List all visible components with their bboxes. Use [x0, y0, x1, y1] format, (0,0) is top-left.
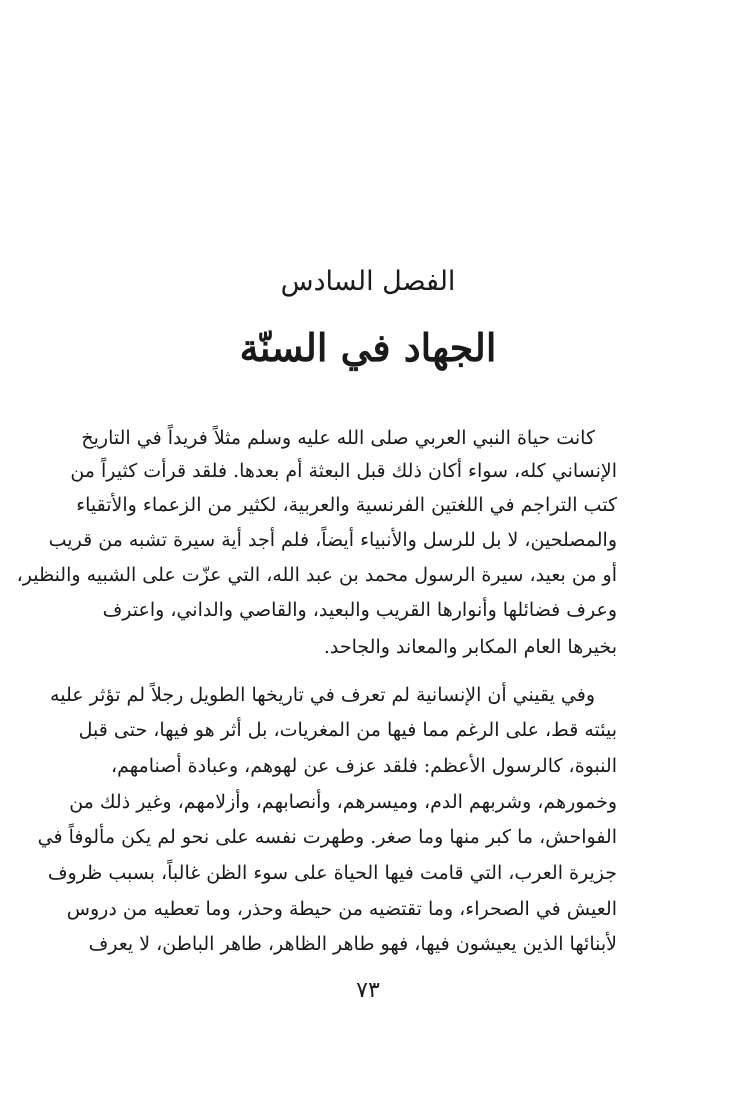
text-line: جزيرة العرب، التي قامت فيها الحياة على سوء الظن غالباً، بسبب ظروف — [47, 862, 617, 884]
chapter-label: الفصل السادس — [280, 266, 456, 297]
text-line: الفواحش، ما كبر منها وما صغر. وطهرت نفسه على نحو لم يكن مألوفاً في — [37, 826, 617, 848]
text-line: والمصلحين، لا بل للرسل والأنبياء أيضاً، فلم أجد أية سيرة تشبه من قريب — [48, 529, 617, 551]
text-line: كانت حياة النبي العربي صلى الله عليه وسلم مثلاً فريداً في التاريخ — [81, 427, 595, 449]
text-line: وخمورهم، وشربهم الدم، وميسرهم، وأنصابهم، وأزلامهم، وغير ذلك من — [69, 791, 617, 813]
text-line: العيش في الصحراء، وما تقتضيه من حيطة وحذر، وما تعطيه من دروس — [66, 898, 617, 920]
text-line: بيئته قط، على الرغم مما فيها من المغريات، بل أثر هو فيها، حتى قبل — [78, 719, 617, 741]
chapter-title: الجهاد في السنّة — [239, 325, 497, 370]
text-line: النبوة، كالرسول الأعظم: فلقد عزف عن لهوهم، وعبادة أصنامهم، — [110, 755, 617, 777]
page-number: ٧٣ — [356, 978, 380, 1003]
text-line: وعرف فضائلها وأنوارها القريب والبعيد، والقاصي والداني، واعترف — [102, 599, 617, 621]
text-line: بخيرها العام المكابر والمعاند والجاحد. — [323, 636, 617, 658]
text-line: الإنساني كله، سواء أكان ذلك قبل البعثة أم بعدها. فلقد قرأت كثيراً من — [70, 460, 617, 482]
text-line: كتب التراجم في اللغتين الفرنسية والعربية، لكثير من الزعماء والأتقياء — [76, 494, 617, 516]
text-line: لأبنائها الذين يعيشون فيها، فهو طاهر الظاهر، طاهر الباطن، لا يعرف — [88, 933, 617, 955]
text-line: وفي يقيني أن الإنسانية لم تعرف في تاريخها الطويل رجلاً لم تؤثر عليه — [50, 684, 595, 706]
text-line: أو من بعيد، سيرة الرسول محمد بن عبد الله، التي عزّت على الشبيه والنظير، — [16, 564, 617, 586]
